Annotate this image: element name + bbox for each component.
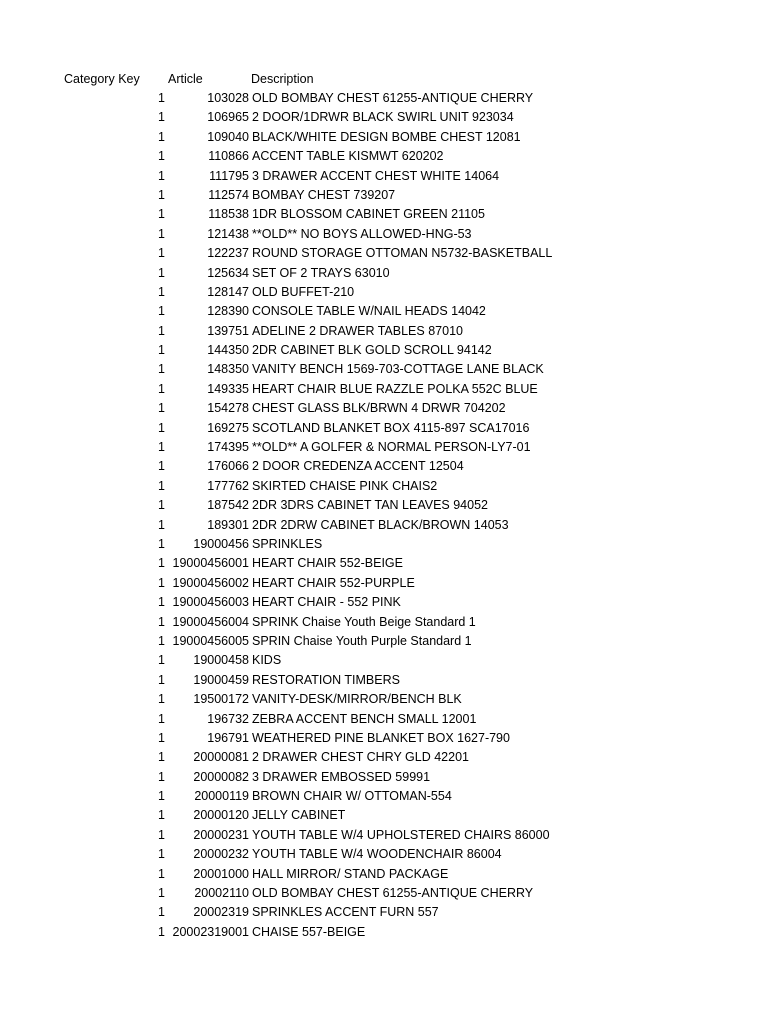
category-key-cell: 1 (158, 692, 165, 707)
article-cell: 177762 (207, 478, 249, 493)
description-cell: BOMBAY CHEST 739207 (252, 187, 396, 202)
description-cell: HEART CHAIR - 552 PINK (252, 595, 401, 610)
category-key-cell: 1 (158, 556, 165, 571)
table-row (0, 554, 768, 573)
description-cell: OLD BOMBAY CHEST 61255-ANTIQUE CHERRY (252, 886, 534, 901)
description-cell: 3 DRAWER ACCENT CHEST WHITE 14064 (252, 168, 500, 183)
category-key-cell: 1 (158, 478, 165, 493)
category-key-cell: 1 (158, 226, 165, 241)
category-key-cell: 1 (158, 362, 165, 377)
table-row (0, 283, 768, 302)
table-row (0, 147, 768, 166)
table-row (0, 205, 768, 224)
category-key-cell: 1 (158, 187, 165, 202)
table-row (0, 477, 768, 496)
table-row (0, 651, 768, 670)
article-cell: 19000456005 (172, 633, 249, 648)
category-key-cell: 1 (158, 149, 165, 164)
article-cell: 20000232 (193, 847, 249, 862)
category-key-cell: 1 (158, 323, 165, 338)
table-row (0, 128, 768, 147)
article-cell: 111795 (209, 168, 249, 183)
table-row (0, 535, 768, 554)
description-cell: CHAISE 557-BEIGE (252, 924, 366, 939)
table-row (0, 244, 768, 263)
table-row (0, 341, 768, 360)
article-cell: 110866 (208, 149, 249, 164)
category-key-cell: 1 (158, 304, 165, 319)
article-cell: 187542 (207, 498, 249, 513)
table-row (0, 302, 768, 321)
article-cell: 20000081 (193, 750, 249, 765)
article-cell: 174395 (207, 440, 249, 455)
table-row (0, 457, 768, 476)
category-key-cell: 1 (158, 207, 165, 222)
category-key-cell: 1 (158, 401, 165, 416)
table-row (0, 186, 768, 205)
category-key-cell: 1 (158, 381, 165, 396)
category-key-cell: 1 (158, 633, 165, 648)
description-cell: RESTORATION TIMBERS (252, 672, 400, 687)
article-cell: 189301 (207, 517, 249, 532)
description-cell: 2 DRAWER CHEST CHRY GLD 42201 (252, 750, 469, 765)
table-row (0, 322, 768, 341)
description-cell: ADELINE 2 DRAWER TABLES 87010 (252, 323, 463, 338)
category-key-cell: 1 (158, 91, 165, 105)
table-row (0, 399, 768, 418)
category-key-cell: 1 (158, 866, 165, 881)
table-row (0, 768, 768, 787)
table-row (0, 516, 768, 535)
header-article: Article (168, 72, 203, 86)
description-cell: SKIRTED CHAISE PINK CHAIS2 (252, 478, 438, 493)
table-row (0, 419, 768, 438)
article-cell: 169275 (207, 420, 249, 435)
category-key-cell: 1 (158, 420, 165, 435)
description-cell: KIDS (252, 653, 282, 668)
table-row (0, 865, 768, 884)
table-row (0, 108, 768, 127)
category-key-cell: 1 (158, 827, 165, 842)
article-cell: 128147 (207, 284, 249, 299)
article-cell: 128390 (207, 304, 249, 319)
description-cell: SET OF 2 TRAYS 63010 (252, 265, 390, 280)
article-cell: 20000119 (194, 789, 249, 804)
article-cell: 121438 (207, 226, 249, 241)
description-cell: CHEST GLASS BLK/BRWN 4 DRWR 704202 (252, 401, 506, 416)
description-cell: SPRINKLES ACCENT FURN 557 (252, 905, 439, 920)
category-key-cell: 1 (158, 575, 165, 590)
category-key-cell: 1 (158, 711, 165, 726)
table-row (0, 438, 768, 457)
description-cell: **OLD** A GOLFER & NORMAL PERSON-LY7-01 (252, 440, 531, 455)
description-cell: 2 DOOR/1DRWR BLACK SWIRL UNIT 923034 (252, 110, 514, 125)
article-cell: 109040 (207, 129, 249, 144)
category-key-cell: 1 (158, 886, 165, 901)
table-row (0, 264, 768, 283)
table-row (0, 748, 768, 767)
article-cell: 20001000 (193, 866, 249, 881)
category-key-cell: 1 (158, 614, 165, 629)
table-row (0, 167, 768, 186)
description-cell: 2DR 3DRS CABINET TAN LEAVES 94052 (252, 498, 488, 513)
category-key-cell: 1 (158, 246, 165, 261)
article-cell: 149335 (207, 381, 249, 396)
table-row (0, 496, 768, 515)
article-cell: 122237 (207, 246, 249, 261)
category-key-cell: 1 (158, 110, 165, 125)
description-cell: OLD BUFFET-210 (252, 284, 355, 299)
category-key-cell: 1 (158, 168, 165, 183)
category-key-cell: 1 (158, 789, 165, 804)
article-cell: 196791 (207, 730, 249, 745)
table-row (0, 787, 768, 806)
article-cell: 196732 (207, 711, 249, 726)
description-cell: YOUTH TABLE W/4 WOODENCHAIR 86004 (252, 847, 502, 862)
category-key-cell: 1 (158, 769, 165, 784)
table-row (0, 360, 768, 379)
description-cell: 3 DRAWER EMBOSSED 59991 (252, 769, 431, 784)
description-cell: BLACK/WHITE DESIGN BOMBE CHEST 12081 (252, 129, 521, 144)
article-cell: 20002319001 (172, 924, 249, 939)
description-cell: ZEBRA ACCENT BENCH SMALL 12001 (252, 711, 477, 726)
article-cell: 20002319 (193, 905, 249, 920)
table-row (0, 613, 768, 632)
description-cell: 2DR CABINET BLK GOLD SCROLL 94142 (252, 343, 492, 358)
table-row (0, 632, 768, 651)
table-row (0, 380, 768, 399)
category-key-cell: 1 (158, 730, 165, 745)
description-cell: SPRINKLES (252, 536, 323, 551)
table-row (0, 806, 768, 825)
table-row (0, 903, 768, 922)
description-cell: WEATHERED PINE BLANKET BOX 1627-790 (252, 730, 510, 745)
category-key-cell: 1 (158, 536, 165, 551)
category-key-cell: 1 (158, 750, 165, 765)
article-cell: 19000456003 (172, 595, 249, 610)
category-key-cell: 1 (158, 808, 165, 823)
description-cell: VANITY-DESK/MIRROR/BENCH BLK (252, 692, 462, 707)
header-description: Description (251, 72, 314, 86)
category-key-cell: 1 (158, 129, 165, 144)
article-cell: 154278 (207, 401, 249, 416)
description-cell: CONSOLE TABLE W/NAIL HEADS 14042 (252, 304, 486, 319)
description-cell: JELLY CABINET (252, 808, 346, 823)
article-cell: 20000120 (193, 808, 249, 823)
article-cell: 176066 (207, 459, 249, 474)
description-cell: SCOTLAND BLANKET BOX 4115-897 SCA17016 (252, 420, 530, 435)
article-list (0, 89, 768, 942)
table-row (0, 225, 768, 244)
article-cell: 118538 (208, 207, 249, 222)
table-row (0, 89, 768, 108)
article-cell: 112574 (208, 187, 249, 202)
description-cell: ROUND STORAGE OTTOMAN N5732-BASKETBALL (252, 246, 553, 261)
table-row (0, 884, 768, 903)
description-cell: 2DR 2DRW CABINET BLACK/BROWN 14053 (252, 517, 509, 532)
table-row (0, 710, 768, 729)
description-cell: OLD BOMBAY CHEST 61255-ANTIQUE CHERRY (252, 91, 534, 105)
table-row (0, 671, 768, 690)
description-cell: BROWN CHAIR W/ OTTOMAN-554 (252, 789, 452, 804)
article-cell: 125634 (207, 265, 249, 280)
description-cell: **OLD** NO BOYS ALLOWED-HNG-53 (252, 226, 472, 241)
article-cell: 148350 (207, 362, 249, 377)
table-row (0, 690, 768, 709)
category-key-cell: 1 (158, 343, 165, 358)
article-cell: 19000456 (193, 536, 249, 551)
category-key-cell: 1 (158, 498, 165, 513)
description-cell: VANITY BENCH 1569-703-COTTAGE LANE BLACK (252, 362, 544, 377)
description-cell: YOUTH TABLE W/4 UPHOLSTERED CHAIRS 86000 (252, 827, 550, 842)
article-cell: 144350 (207, 343, 249, 358)
category-key-cell: 1 (158, 924, 165, 939)
category-key-cell: 1 (158, 265, 165, 280)
article-cell: 103028 (207, 91, 249, 105)
category-key-cell: 1 (158, 284, 165, 299)
article-cell: 19000458 (193, 653, 249, 668)
article-cell: 19500172 (193, 692, 249, 707)
description-cell: 2 DOOR CREDENZA ACCENT 12504 (252, 459, 464, 474)
header-category-key: Category Key (64, 72, 140, 86)
category-key-cell: 1 (158, 440, 165, 455)
table-row (0, 845, 768, 864)
table-row (0, 593, 768, 612)
article-cell: 139751 (207, 323, 249, 338)
table-row (0, 729, 768, 748)
description-cell: HEART CHAIR BLUE RAZZLE POLKA 552C BLUE (252, 381, 538, 396)
article-cell: 20000082 (193, 769, 249, 784)
description-cell: HALL MIRROR/ STAND PACKAGE (252, 866, 449, 881)
article-cell: 20000231 (193, 827, 249, 842)
table-row (0, 574, 768, 593)
article-cell: 20002110 (194, 886, 249, 901)
description-cell: SPRINK Chaise Youth Beige Standard 1 (252, 614, 476, 629)
article-cell: 19000459 (193, 672, 249, 687)
category-key-cell: 1 (158, 905, 165, 920)
category-key-cell: 1 (158, 653, 165, 668)
category-key-cell: 1 (158, 459, 165, 474)
article-cell: 19000456004 (172, 614, 249, 629)
table-row (0, 923, 768, 942)
article-cell: 19000456001 (172, 556, 249, 571)
category-key-cell: 1 (158, 517, 165, 532)
category-key-cell: 1 (158, 595, 165, 610)
category-key-cell: 1 (158, 847, 165, 862)
description-cell: ACCENT TABLE KISMWT 620202 (252, 149, 444, 164)
description-cell: HEART CHAIR 552-PURPLE (252, 575, 415, 590)
table-row (0, 826, 768, 845)
article-cell: 106965 (207, 110, 249, 125)
description-cell: 1DR BLOSSOM CABINET GREEN 21105 (252, 207, 485, 222)
description-cell: HEART CHAIR 552-BEIGE (252, 556, 403, 571)
description-cell: SPRIN Chaise Youth Purple Standard 1 (252, 633, 472, 648)
article-cell: 19000456002 (172, 575, 249, 590)
category-key-cell: 1 (158, 672, 165, 687)
